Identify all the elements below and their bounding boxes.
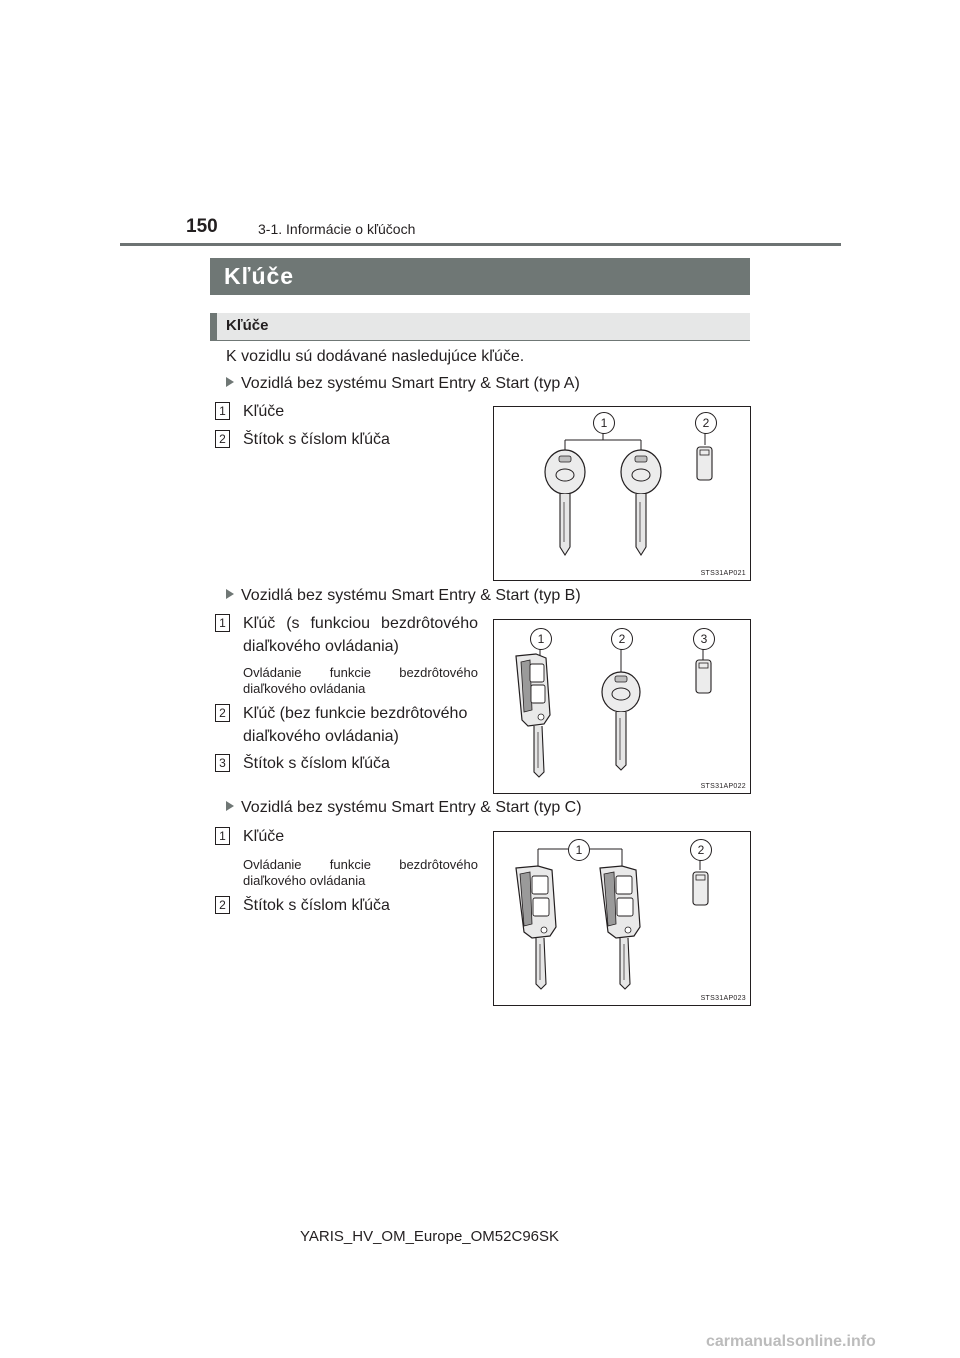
group-c-item-1-label: Kľúče bbox=[243, 828, 285, 845]
key-icon bbox=[621, 450, 661, 555]
figure-callout: 2 bbox=[611, 628, 633, 650]
keys-type-a-illustration bbox=[494, 407, 750, 580]
group-b-item-2-label-line1: Kľúč (bez funkcie bezdrôtového bbox=[243, 705, 468, 722]
watermark: carmanualsonline.info bbox=[706, 1333, 876, 1350]
group-a-item-1-label: Kľúče bbox=[243, 403, 285, 420]
item-number-badge: 2 bbox=[215, 430, 230, 448]
group-b-item-3-label: Štítok s číslom kľúča bbox=[243, 755, 390, 772]
group-b-item-1-note-line1: Ovládanie funkcie bezdrôtového bbox=[243, 665, 478, 680]
group-b-item-2-label-line2: diaľkového ovládania) bbox=[243, 728, 399, 745]
figure-callout: 1 bbox=[568, 839, 590, 861]
document-footer: YARIS_HV_OM_Europe_OM52C96SK bbox=[300, 1228, 560, 1245]
item-number-badge: 1 bbox=[215, 402, 230, 420]
subsection-title-bar bbox=[210, 313, 750, 341]
figure-code: STS31AP023 bbox=[700, 995, 746, 1002]
keys-type-c-illustration bbox=[494, 832, 750, 1005]
group-a-item-2-label: Štítok s číslom kľúča bbox=[243, 431, 390, 448]
section-title: Kľúče bbox=[224, 263, 295, 289]
group-c-item-1-note-line1: Ovládanie funkcie bezdrôtového bbox=[243, 857, 478, 872]
figure-callout: 1 bbox=[593, 412, 615, 434]
bullet-triangle-icon bbox=[226, 377, 234, 387]
item-number-badge: 2 bbox=[215, 704, 230, 722]
group-a-heading: Vozidlá bez systému Smart Entry & Start (typ A) bbox=[226, 375, 580, 393]
section-title-bar bbox=[210, 258, 750, 295]
figure-callout: 1 bbox=[530, 628, 552, 650]
section-reference: 3-1. Informácie o kľúčoch bbox=[258, 221, 416, 237]
remote-key-icon bbox=[600, 866, 640, 989]
group-c-heading: Vozidlá bez systému Smart Entry & Start (typ C) bbox=[226, 799, 582, 817]
item-number-badge: 1 bbox=[215, 614, 230, 632]
header-rule bbox=[120, 243, 841, 246]
figure-code: STS31AP022 bbox=[700, 783, 746, 790]
item-number-badge: 3 bbox=[215, 754, 230, 772]
figure-callout: 2 bbox=[695, 412, 717, 434]
key-number-tag-icon bbox=[693, 872, 708, 905]
remote-key-icon bbox=[516, 654, 550, 777]
key-icon bbox=[545, 450, 585, 555]
group-b-item-1-label-line2: diaľkového ovládania) bbox=[243, 638, 399, 655]
bullet-triangle-icon bbox=[226, 801, 234, 811]
bullet-triangle-icon bbox=[226, 589, 234, 599]
group-b-item-1-label-line1: Kľúč (s funkciou bezdrôtového bbox=[243, 615, 478, 632]
group-c-item-1-note-line2: diaľkového ovládania bbox=[243, 873, 366, 888]
key-icon bbox=[602, 672, 640, 770]
remote-key-icon bbox=[516, 866, 556, 989]
item-number-badge: 1 bbox=[215, 827, 230, 845]
group-b-item-1-note-line2: diaľkového ovládania bbox=[243, 681, 366, 696]
key-number-tag-icon bbox=[697, 447, 712, 480]
figure-callout: 3 bbox=[693, 628, 715, 650]
intro-text: K vozidlu sú dodávané nasledujúce kľúče. bbox=[226, 348, 525, 365]
figure-type-a bbox=[493, 406, 751, 581]
figure-type-c bbox=[493, 831, 751, 1006]
item-number-badge: 2 bbox=[215, 896, 230, 914]
figure-callout: 2 bbox=[690, 839, 712, 861]
page-number: 150 bbox=[186, 216, 218, 237]
key-number-tag-icon bbox=[696, 660, 711, 693]
subsection-title: Kľúče bbox=[226, 317, 269, 334]
group-b-heading: Vozidlá bez systému Smart Entry & Start (typ B) bbox=[226, 587, 581, 605]
figure-type-b bbox=[493, 619, 751, 794]
figure-code: STS31AP021 bbox=[700, 570, 746, 577]
group-c-item-2-label: Štítok s číslom kľúča bbox=[243, 897, 390, 914]
subsection-marker bbox=[210, 313, 217, 340]
